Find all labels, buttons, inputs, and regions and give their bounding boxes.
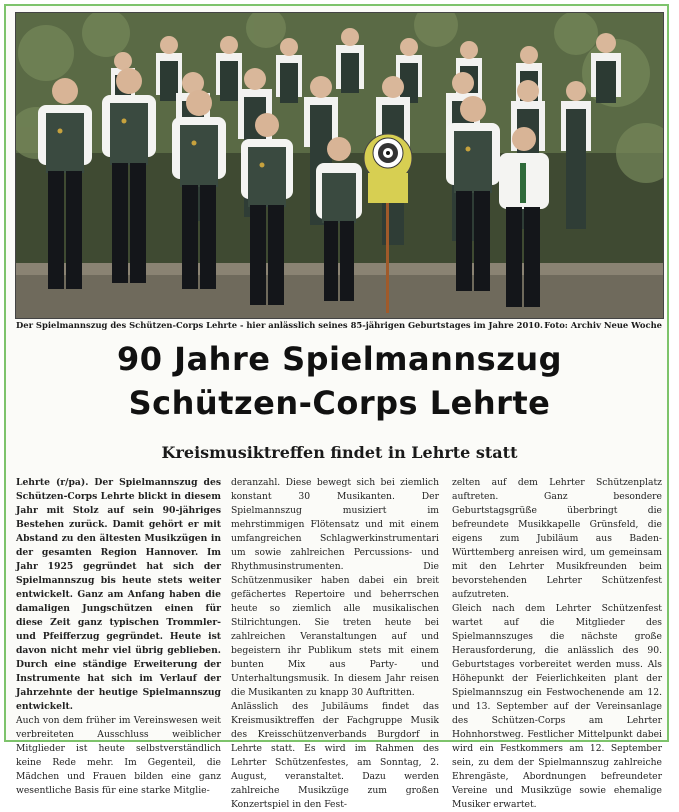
article-column-2 bbox=[231, 476, 439, 812]
article-paragraph: Auch von dem früher im Vereinswesen weit verbreiteten Ausschluss weiblicher Mitglieder ist heute selbstverständlich keine Rede mehr. Im Gegenteil, die Mädchen und Frauen bilden eine ganz wesentliche Basis für eine starke Mitglie- bbox=[16, 715, 221, 796]
subheadline: Kreismusiktreffen findet in Lehrte statt bbox=[161, 443, 518, 462]
article-lead: Lehrte (r/pa). Der Spielmannszug des Schützen-Corps Lehrte blickt in diesem Jahr mit Stolz auf sein 90-jähriges Bestehen zurück. Damit gehört er mit Abstand zu den ältesten Musikzügen in der gesamten Region Hannover. Im Jahr 1925 gegründet hat sich der Spielmannszug bis heute stets weiter entwickelt. Ganz am Anfang haben die damaligen Jungschützen einen für diese Zeit ganz typischen Trommler- und Pfeifferzug gegründet. Heute ist davon nicht mehr viel übrig geblieben. Durch eine ständige Erweiterung der Instrumente hat sich im Verlauf der Jahrzehnte der heutige Spielmannszug entwickelt. bbox=[16, 477, 221, 712]
photo-caption bbox=[16, 320, 662, 336]
group-photo bbox=[15, 12, 664, 319]
headline-line-1: 90 Jahre Spielmannszug bbox=[116, 340, 563, 378]
photo-credit: Foto: Archiv Neue Woche bbox=[544, 320, 662, 330]
article-paragraph: Anlässlich des Jubiläums findet das Kreismusiktreffen der Fachgruppe Musik des Kreisschützenverbands Burgdorf in Lehrte statt. Es wird im Rahmen des Lehrter Schützenfestes, am Sonntag, 2. August, veranstaltet. Dazu werden zahlreiche Musikzüge zum großen Konzertspiel in den Fest- bbox=[231, 701, 439, 810]
headline-line-2: Schützen-Corps Lehrte bbox=[128, 384, 551, 422]
article-column-3 bbox=[452, 476, 662, 812]
article-paragraph: zelten auf dem Lehrter Schützenplatz auftreten. Ganz besondere Geburtstagsgrüße überbringt die befreundete Musikkapelle Grünsfeld, die eigens zum Jubiläum aus Baden-Württemberg anreisen wird, um gemeinsam mit den Lehrter Musikfreunden beim bevorstehenden Lehrter Schützenfest aufzutreten. bbox=[452, 477, 662, 600]
article-paragraph: Gleich nach dem Lehrter Schützenfest wartet auf die Mitglieder des Spielmannszuges die nächste große Herausforderung, die anlässlich des 90. Geburtstages vorbereitet werden muss. Als Höhepunkt der Feierlichkeiten plant der Spielmannszug ein Festwochenende am 12. und 13. September auf der Vereinsanlage des Schützen-Corps am Lehrter Hohnhorstweg. Festlicher Mittelpunkt dabei wird ein Festkommers am 12. September sein, zu dem der Spielmannszug zahlreiche Ehrengäste, Abordnungen befreundeter Vereine und Musikzüge sowie ehemalige Musiker erwartet. bbox=[452, 603, 662, 810]
article-paragraph: deranzahl. Diese bewegt sich bei ziemlich konstant 30 Musikanten. Der Spielmannszug musiziert im mehrstimmigen Flötensatz und mit einem umfangreichen Schlagwerkinstrumentari um sowie zahlreichen Percussions- und Rhythmusinstrumenten. Die Schützenmusiker haben dabei ein breit gefächertes Repertoire und beherrschen heute so ziemlich alle musikalischen Stilrichtungen. Sie treten heute bei zahlreichen Veranstaltungen auf und begeistern ihr Publikum stets mit einem bunten Mix aus Party- und Unterhaltungsmusik. In diesem Jahr reisen die Musikanten zu knapp 30 Auftritten. bbox=[231, 477, 439, 698]
caption-text: Der Spielmannszug des Schützen-Corps Lehrte - hier anlässlich seines 85-jährigen Geburtstages im Jahre 2010. bbox=[16, 320, 543, 330]
